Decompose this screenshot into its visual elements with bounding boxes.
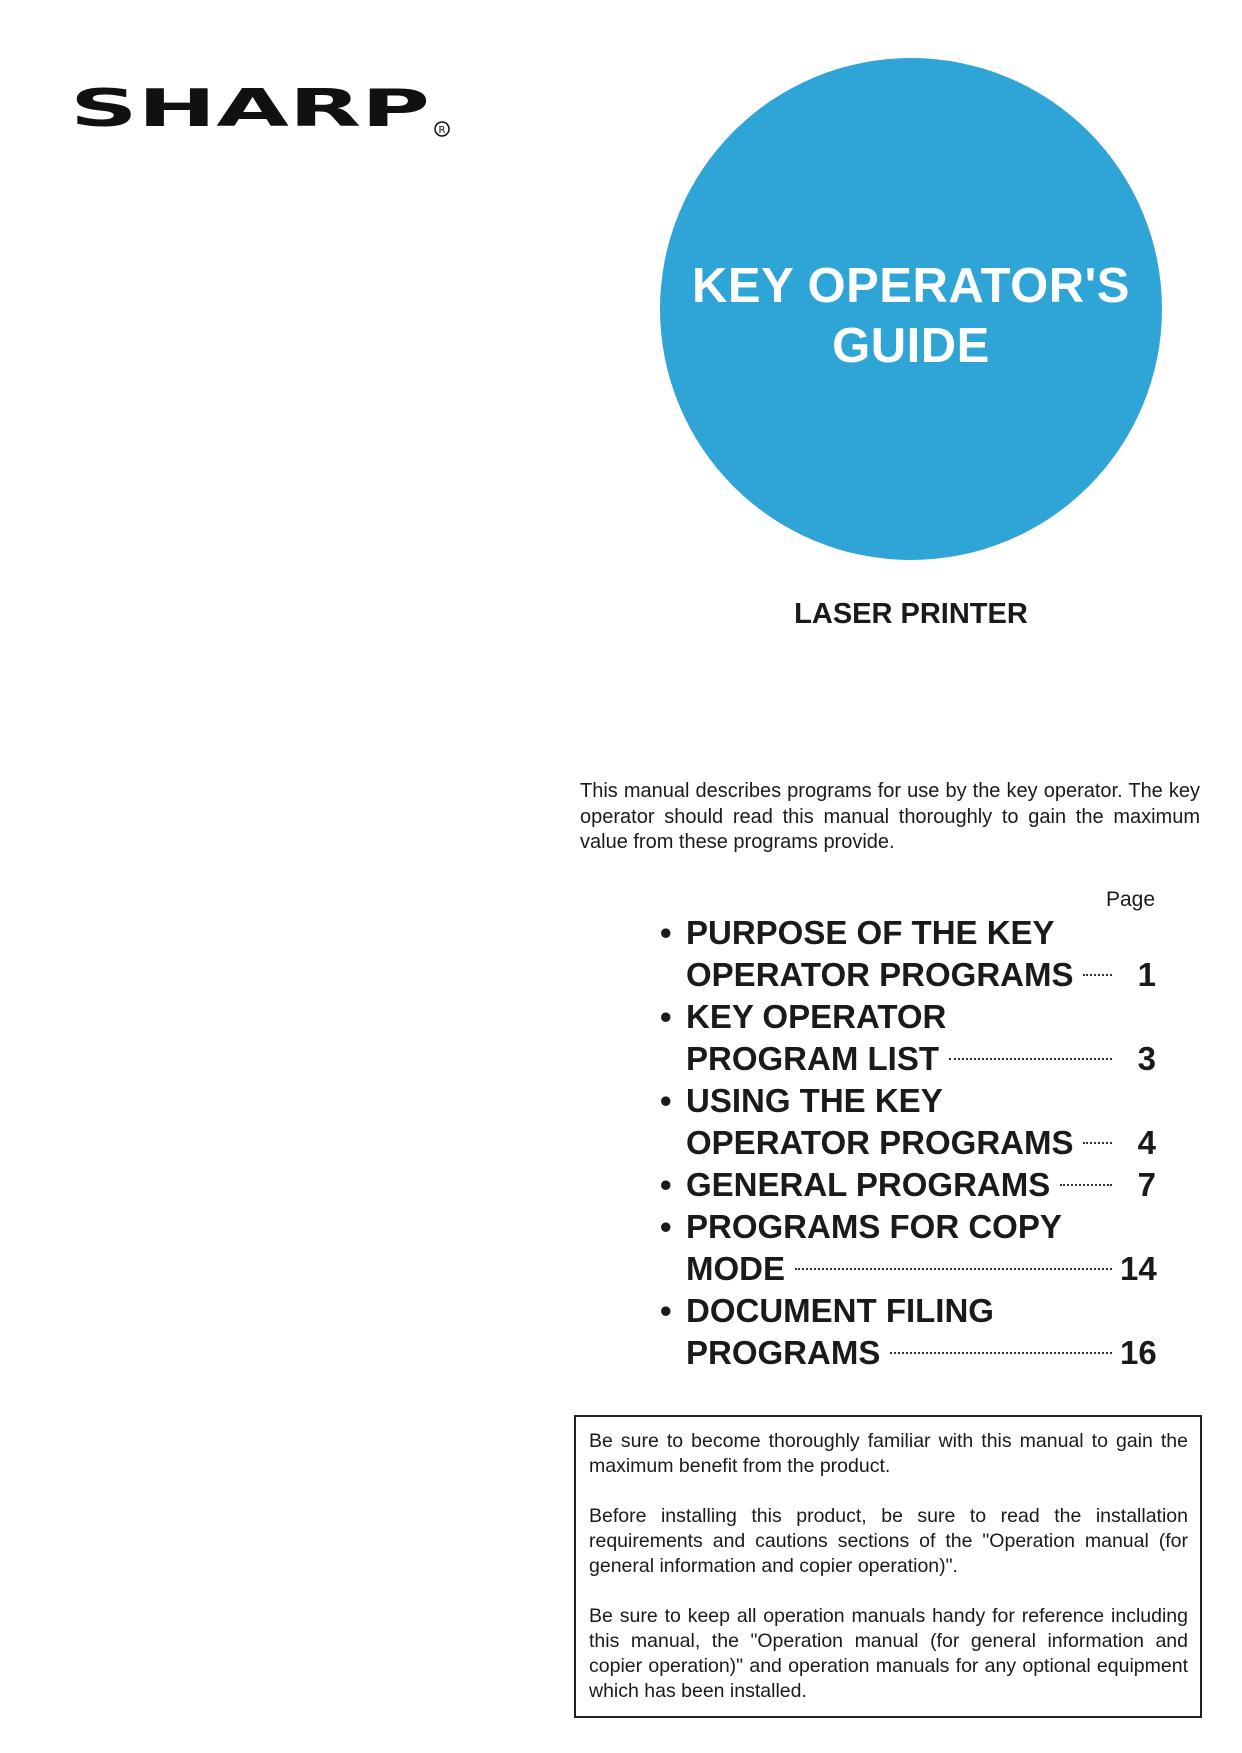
toc-item[interactable] <box>660 996 1156 1080</box>
bullet-icon: • <box>660 1082 672 1119</box>
toc-item-title: GENERAL PROGRAMS <box>686 1166 1051 1203</box>
bullet-icon: • <box>660 914 672 951</box>
toc-item-title: DOCUMENT FILING <box>686 1292 994 1329</box>
dot-leader <box>1083 1141 1112 1144</box>
toc-page-number: 1 <box>1137 956 1156 993</box>
toc-page-number: 4 <box>1137 1124 1156 1161</box>
table-of-contents <box>660 912 1156 1374</box>
bullet-icon: • <box>660 1208 672 1245</box>
notice-box <box>574 1415 1202 1718</box>
bullet-icon: • <box>660 1292 672 1329</box>
dot-leader <box>795 1267 1112 1270</box>
dot-leader <box>890 1351 1112 1354</box>
guide-title <box>660 256 1162 376</box>
toc-item[interactable] <box>660 1080 1156 1164</box>
logo-wordmark: SHARP <box>70 77 430 138</box>
guide-title-line2: GUIDE <box>832 319 990 373</box>
toc-item-title-cont: PROGRAMS <box>686 1334 881 1371</box>
dot-leader <box>1083 973 1112 976</box>
intro-paragraph: This manual describes programs for use by the key operator. The key operator should read this manual thoroughly to gain the maximum value from these programs provide. <box>580 780 1200 853</box>
guide-title-line1: KEY OPERATOR'S <box>692 259 1130 313</box>
toc-item[interactable] <box>660 1206 1156 1290</box>
product-subtitle: LASER PRINTER <box>794 598 1028 630</box>
dot-leader <box>949 1057 1112 1060</box>
toc-item[interactable] <box>660 1164 1156 1206</box>
notice-paragraph: Before installing this product, be sure to read the installation requirements and cautions sections of the "Operation manual (for general information and copier operation)". <box>589 1505 1188 1577</box>
toc-page-number: 7 <box>1137 1166 1156 1203</box>
toc-item-title-cont: OPERATOR PROGRAMS <box>686 1124 1074 1161</box>
toc-item-title-cont: MODE <box>686 1250 785 1287</box>
bullet-icon: • <box>660 1166 672 1203</box>
bullet-icon: • <box>660 998 672 1035</box>
toc-item-title-cont: PROGRAM LIST <box>686 1040 939 1077</box>
toc-item-title: PROGRAMS FOR COPY <box>686 1208 1062 1245</box>
toc-page-number: 3 <box>1137 1040 1156 1077</box>
toc-page-number: 14 <box>1120 1250 1157 1287</box>
toc-item-title: USING THE KEY <box>686 1082 943 1119</box>
registered-mark: R <box>438 125 446 136</box>
toc-item-title: KEY OPERATOR <box>686 998 947 1035</box>
toc-item-title-cont: OPERATOR PROGRAMS <box>686 956 1074 993</box>
toc-item-title: PURPOSE OF THE KEY <box>686 914 1055 951</box>
sharp-logo <box>70 72 460 152</box>
toc-item[interactable] <box>660 1290 1156 1374</box>
dot-leader <box>1060 1183 1112 1186</box>
toc-page-header: Page <box>1105 888 1155 911</box>
toc-page-number: 16 <box>1120 1334 1157 1371</box>
notice-paragraph: Be sure to keep all operation manuals handy for reference including this manual, the "Operation manual (for general information and copier operation)" and operation manuals for any optional equipment which has been installed. <box>589 1605 1188 1702</box>
notice-paragraph: Be sure to become thoroughly familiar with this manual to gain the maximum benefit from the product. <box>589 1430 1188 1477</box>
toc-item[interactable] <box>660 912 1156 996</box>
